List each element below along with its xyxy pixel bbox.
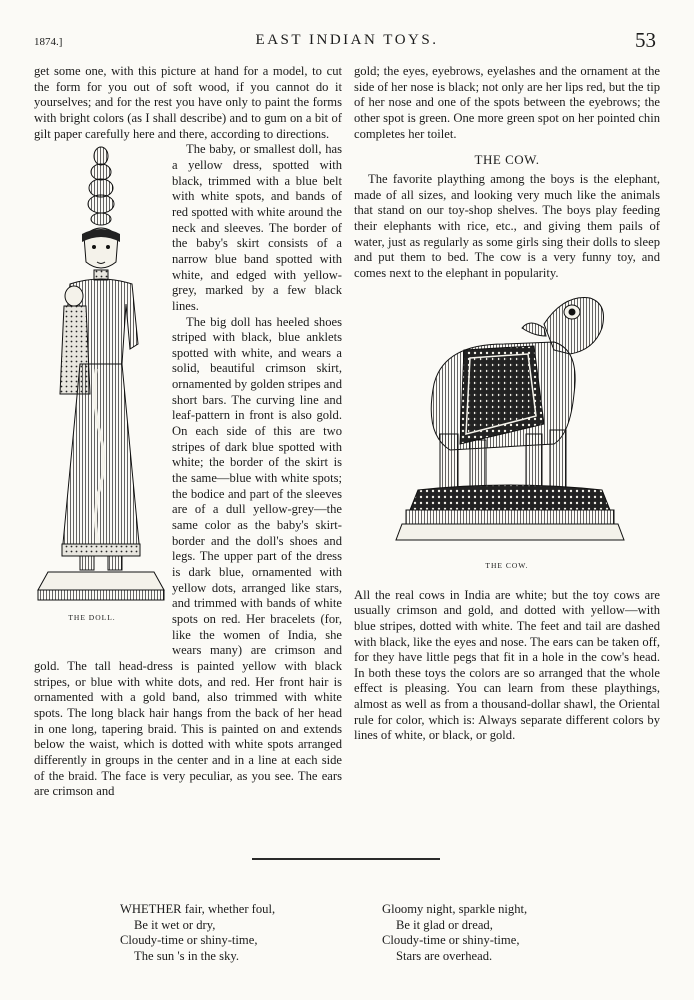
header-year: 1874.] bbox=[34, 36, 63, 48]
paragraph-intro: get some one, with this picture at hand for a model, to cut the form for you out of soft wood, if you cannot do it yourselves; and for the rest you have only to paint the forms with bright colors (as I shall describe) and to gum on a bit of gilt paper carefully here and there, according to directions. bbox=[34, 64, 342, 141]
running-title: EAST INDIAN TOYS. bbox=[255, 32, 439, 48]
paragraph-baby-doll: The baby, or smallest doll, has a yellow dress, spotted with black, trimmed with a blue belt with white spots, and bands of red spotted with white around the neck and sleeves. The border of the baby's skirt consists of a narrow blue band spotted with white, and edged with yellow-grey, marked by a few black lines. bbox=[172, 142, 342, 313]
poem-line: WHETHER fair, whether foul, bbox=[120, 902, 276, 916]
poem-line: Cloudy-time or shiny-time, bbox=[382, 933, 520, 947]
poem-line: Stars are overhead. bbox=[396, 948, 493, 963]
paragraph-doll-continued: gold; the eyes, eyebrows, eyelashes and the ornament at the side of her nose is black; not only are her lips red, but the tip of her nose and one of the spots between the eyebrows; the other spot is green. One more green spot on her pointed chin completes her toilet. bbox=[354, 64, 660, 141]
cow-caption: THE COW. bbox=[485, 560, 529, 570]
page-header bbox=[0, 30, 694, 56]
paragraph-big-doll: The big doll has heeled shoes striped with black, blue anklets spotted with white, and wears a solid, beautiful crimson skirt, ornamented by golden stripes and short bars. The curving line and leaf-pattern in front is also gold. On each side of this are two stripes of dark blue spotted with white; the border of the skirt is the same—blue with white spots; the bodice and part of the sleeves are of a dull yellow-grey—the same color as the baby's skirt-border and the doll's shoes and legs. The upper part of the dress is dark blue, ornamented with yellow dots, arranged like stars, and trimmed with bands of white spots on red. Her bracelets (for, like the women of India, she wears many) are crimson and gold. The tall head-dress is painted yellow with black stripes, or blue with white dots, and red. Her front hair is ornamented with a gold band, also trimmed with white spots. The long black hair hangs from the back of her head in one long, tapering braid. This is painted on and extends below the waist, which is dotted with white spots arranged differently in groups in the center and in a line at each side of the braid. The face is very peculiar, as you see. The ears are crimson and bbox=[34, 314, 342, 799]
doll-illustration bbox=[34, 144, 168, 602]
poem-line: The sun 's in the sky. bbox=[134, 948, 239, 963]
poem-line: Be it wet or dry, bbox=[134, 917, 216, 932]
poem-line: Be it glad or dread, bbox=[396, 917, 493, 932]
poem-stanza-right bbox=[382, 902, 527, 964]
paragraph-cows: All the real cows in India are white; but the toy cows are usually crimson and gold, and dotted with yellow—with blue stripes, dotted with white. The feet and tail are dashed with black, like the eyes and nose. The ears can be taken off, for they have little pegs that fit in a hole in the cow's head. In both these toys the colors are so arranged that the whole effect is pleasing. You can learn from these playthings, almost as well as from a thousand-dollar shawl, the Oriental rule for color, which is: Always separate different colors by lines of white, or black, or gold. bbox=[354, 587, 660, 743]
doll-figure bbox=[34, 142, 170, 644]
poem-line: Cloudy-time or shiny-time, bbox=[120, 933, 258, 947]
paragraph-elephant: The favorite plaything among the boys is the elephant, made of all sizes, and looking very much like the animals that stand on our toy-shop shelves. The boys play feeding their elephants with rice, etc., and giving them pails of water, just as regularly as some girls sing their dolls to sleep and put them to bed. The cow is a very funny toy, and comes next to the elephant in popularity. bbox=[354, 171, 660, 280]
poem-stanza-left bbox=[120, 902, 275, 964]
page-number: 53 bbox=[635, 28, 656, 52]
divider-rule bbox=[252, 858, 440, 860]
section-title-cow: THE COW. bbox=[474, 152, 540, 168]
poem-line: Gloomy night, sparkle night, bbox=[382, 902, 528, 916]
right-column bbox=[354, 64, 660, 744]
cow-figure bbox=[354, 284, 660, 580]
left-column bbox=[34, 64, 342, 800]
cow-illustration bbox=[394, 284, 626, 546]
doll-caption: THE DOLL. bbox=[68, 613, 116, 623]
